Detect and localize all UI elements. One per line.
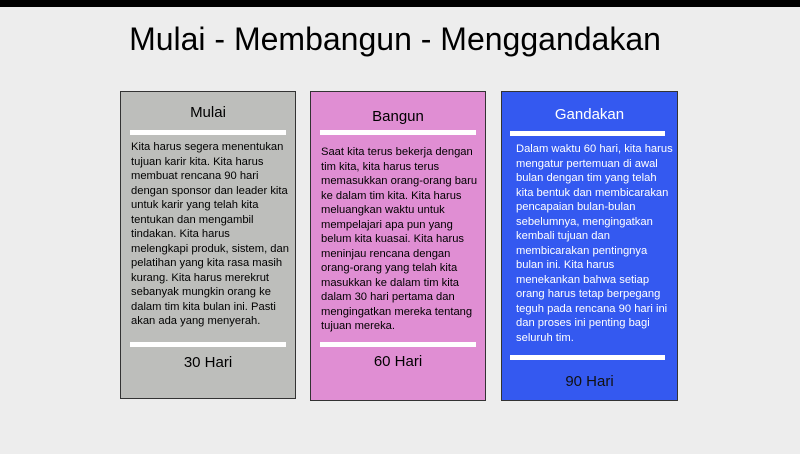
card-gandakan (501, 91, 678, 401)
divider-bottom (320, 342, 476, 347)
card-mulai (120, 91, 296, 399)
card-body-text: Dalam waktu 60 hari, kita harus mengatur pertemuan di awal bulan dengan tim yang telah kita bentuk dan membicarakan pencapaian bulan-bulan sebelumnya, mengingatkan kembali tujuan dan membicarakan pentingnya bulan ini. Kita harus menekankan bahwa setiap orang harus tetap berpegang teguh pada rencana 90 hari ini dan proses ini penting bagi seluruh tim. (516, 143, 673, 344)
slide-title: Mulai - Membangun - Menggandakan (129, 21, 661, 57)
card-body-text: Kita harus segera menentukan tujuan karir kita. Kita harus membuat rencana 90 hari dengan sponsor dan leader kita untuk karir yang telah kita tentukan dan mengambil tindakan. Kita harus melengkapi produk, sistem, dan pelatihan yang kita rasa masih kurang. Kita harus merekrut sebanyak mungkin orang ke dalam tim kita bulan ini. Pasti akan ada yang menyerah. (131, 141, 289, 327)
card-footer: 60 Hari (373, 353, 423, 370)
divider-bottom (510, 355, 665, 360)
card-heading: Gandakan (554, 106, 625, 123)
card-footer: 30 Hari (183, 354, 233, 371)
divider-top (510, 131, 665, 136)
card-footer: 90 Hari (565, 373, 614, 390)
divider-top (130, 130, 286, 135)
card-bangun (310, 91, 486, 401)
card-heading: Mulai (190, 104, 226, 121)
top-black-bar (0, 0, 800, 7)
card-body-text: Saat kita terus bekerja dengan tim kita, kita harus terus memasukkan orang-orang baru ke dalam tim kita. Kita harus meluangkan waktu untuk mempelajari apa pun yang belum kita kuasai. Kita harus meninjau rencana dengan orang-orang yang telah kita masukkan ke dalam tim kita dalam 30 hari pertama dan mengingatkan mereka tentang tujuan mereka. (321, 146, 478, 332)
card-heading: Bangun (372, 108, 424, 125)
divider-top (320, 130, 476, 135)
divider-bottom (130, 342, 286, 347)
